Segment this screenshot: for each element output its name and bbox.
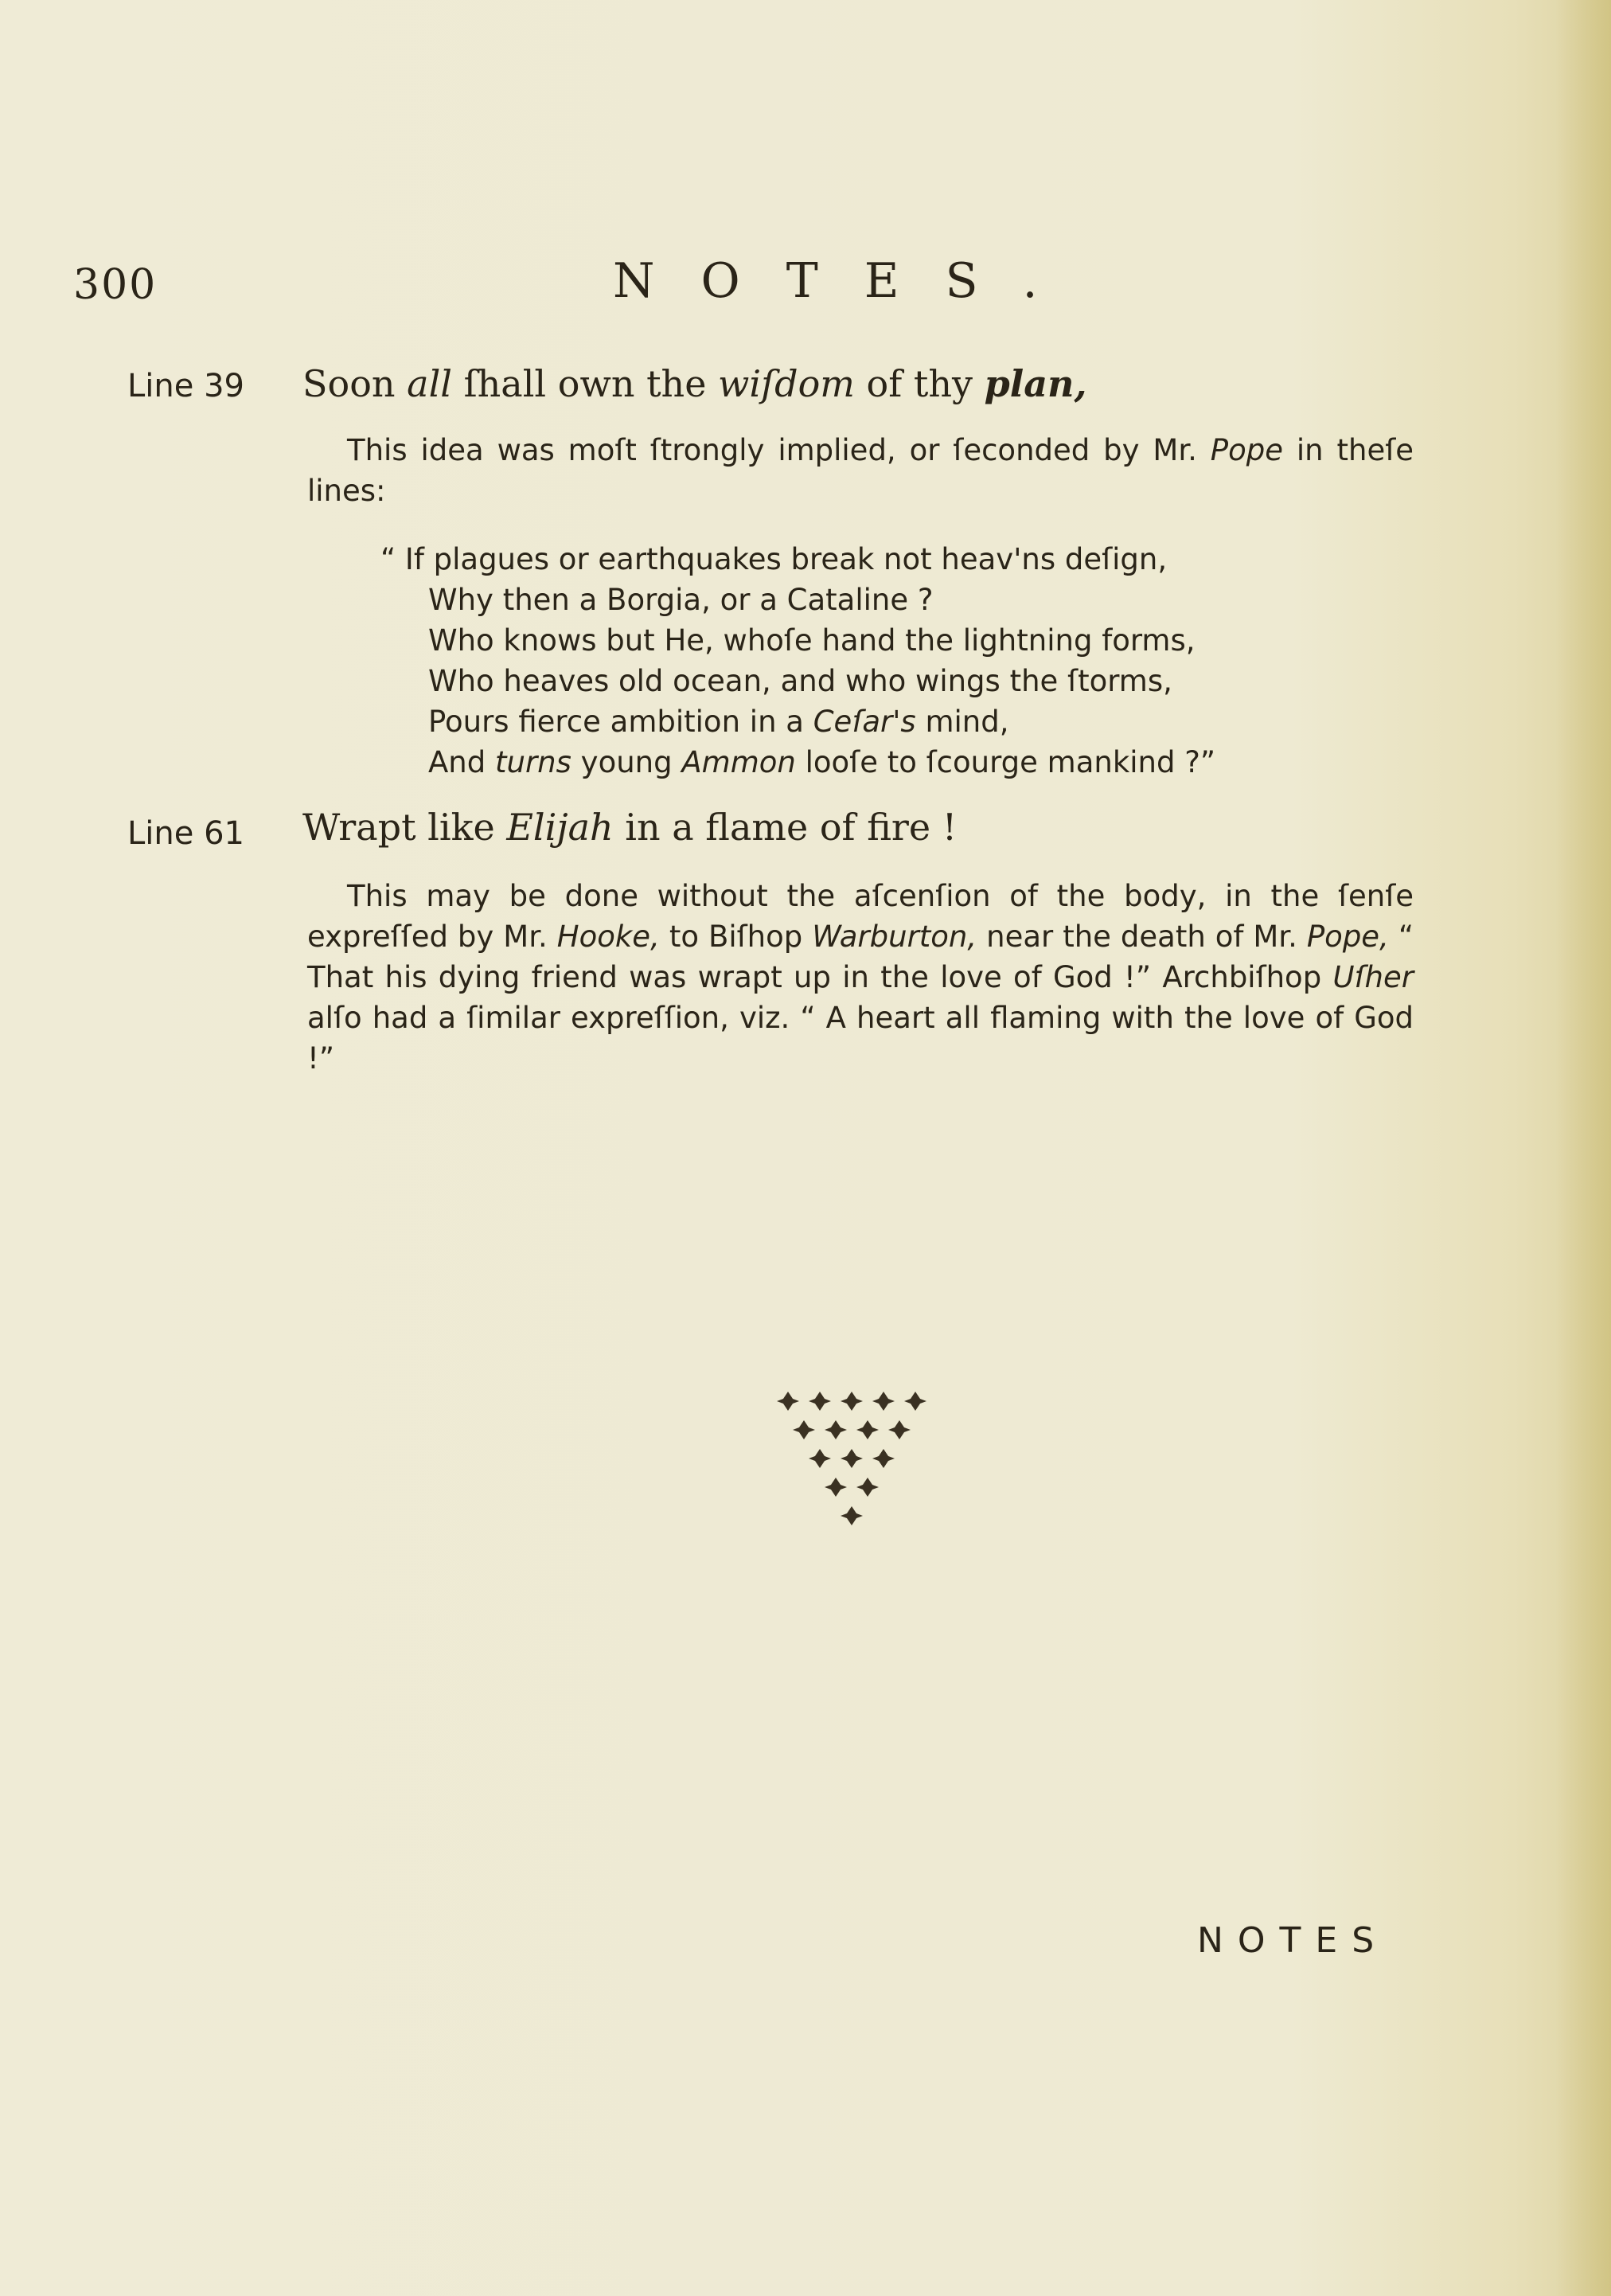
- comment-text: alſo had a ſimilar expreſſion, viz. “ A heart all flaming with the love of God !”: [307, 1001, 1414, 1076]
- comment-text: to Biſhop: [659, 920, 813, 954]
- note-2-line-label: Line 61: [127, 815, 244, 852]
- comment-italic: Pope: [1210, 433, 1283, 467]
- note-1-verse-quote: [380, 539, 1415, 783]
- comment-italic: Uſher: [1332, 960, 1414, 994]
- fleuron-row-5: [841, 1506, 863, 1525]
- lemma-italic: Elijah: [506, 806, 614, 849]
- lemma-italic: plan,: [984, 362, 1087, 405]
- lemma-text: Soon: [302, 362, 408, 405]
- lemma-italic: wiſdom: [718, 362, 855, 405]
- running-head: NOTES.: [613, 253, 1084, 309]
- comment-italic: Pope,: [1306, 920, 1389, 954]
- note-2-comment: [307, 876, 1414, 1079]
- fleuron-row-2: [793, 1420, 911, 1439]
- note-1-comment: [307, 430, 1414, 511]
- note-1-lemma: [302, 362, 1087, 405]
- note-2-lemma: [302, 806, 957, 849]
- verse-text: looſe to ſcourge mankind ?”: [795, 745, 1216, 779]
- verse-text: young: [571, 745, 682, 779]
- comment-text: near the death of Mr.: [977, 920, 1307, 954]
- verse-italic: turns: [495, 745, 571, 779]
- fleuron-row-3: [809, 1449, 895, 1468]
- verse-line: Why then a Borgia, or a Cataline ?: [428, 583, 934, 617]
- lemma-text: in a flame of fire !: [613, 806, 958, 849]
- lemma-text: Wrapt like: [302, 806, 507, 849]
- verse-italic: Ammon: [681, 745, 796, 779]
- note-1-line-label: Line 39: [127, 368, 244, 404]
- comment-italic: Hooke,: [556, 920, 660, 954]
- lemma-italic: all: [407, 362, 453, 405]
- verse-line: Who heaves old ocean, and who wings the ſtorms,: [428, 664, 1172, 698]
- verse-line: “ If plagues or earthquakes break not heav'ns deſign,: [380, 542, 1168, 576]
- verse-text: mind,: [915, 705, 1009, 739]
- comment-text: “ That his dying friend was wrapt up in the love of God !” Archbiſhop: [307, 920, 1414, 994]
- verse-italic: Ceſar's: [813, 705, 916, 739]
- lemma-text: ſhall own the: [452, 362, 719, 405]
- lemma-text: of thy: [854, 362, 985, 405]
- comment-text: in theſe lines:: [307, 433, 1414, 508]
- verse-line: Who knows but He, whoſe hand the lightning forms,: [428, 623, 1196, 658]
- page-edge-shadow: [1555, 0, 1611, 2296]
- verse-text: And: [428, 745, 496, 779]
- comment-text: This may be done without the aſcenſion of the body, in the ſenſe expreſſed by Mr.: [307, 879, 1414, 954]
- verse-text: Pours fierce ambition in a: [428, 705, 813, 739]
- comment-italic: Warburton,: [812, 920, 977, 954]
- page-number: 300: [73, 261, 158, 309]
- verse-line: [428, 742, 1415, 783]
- fleuron-row-1: [777, 1392, 926, 1411]
- verse-line: [428, 701, 1415, 742]
- fleuron-row-4: [825, 1478, 879, 1497]
- catchword: NOTES: [1197, 1920, 1389, 1961]
- comment-text: This idea was moſt ſtrongly implied, or ſeconded by Mr.: [347, 433, 1211, 467]
- fleuron-tailpiece-icon: [760, 1384, 943, 1535]
